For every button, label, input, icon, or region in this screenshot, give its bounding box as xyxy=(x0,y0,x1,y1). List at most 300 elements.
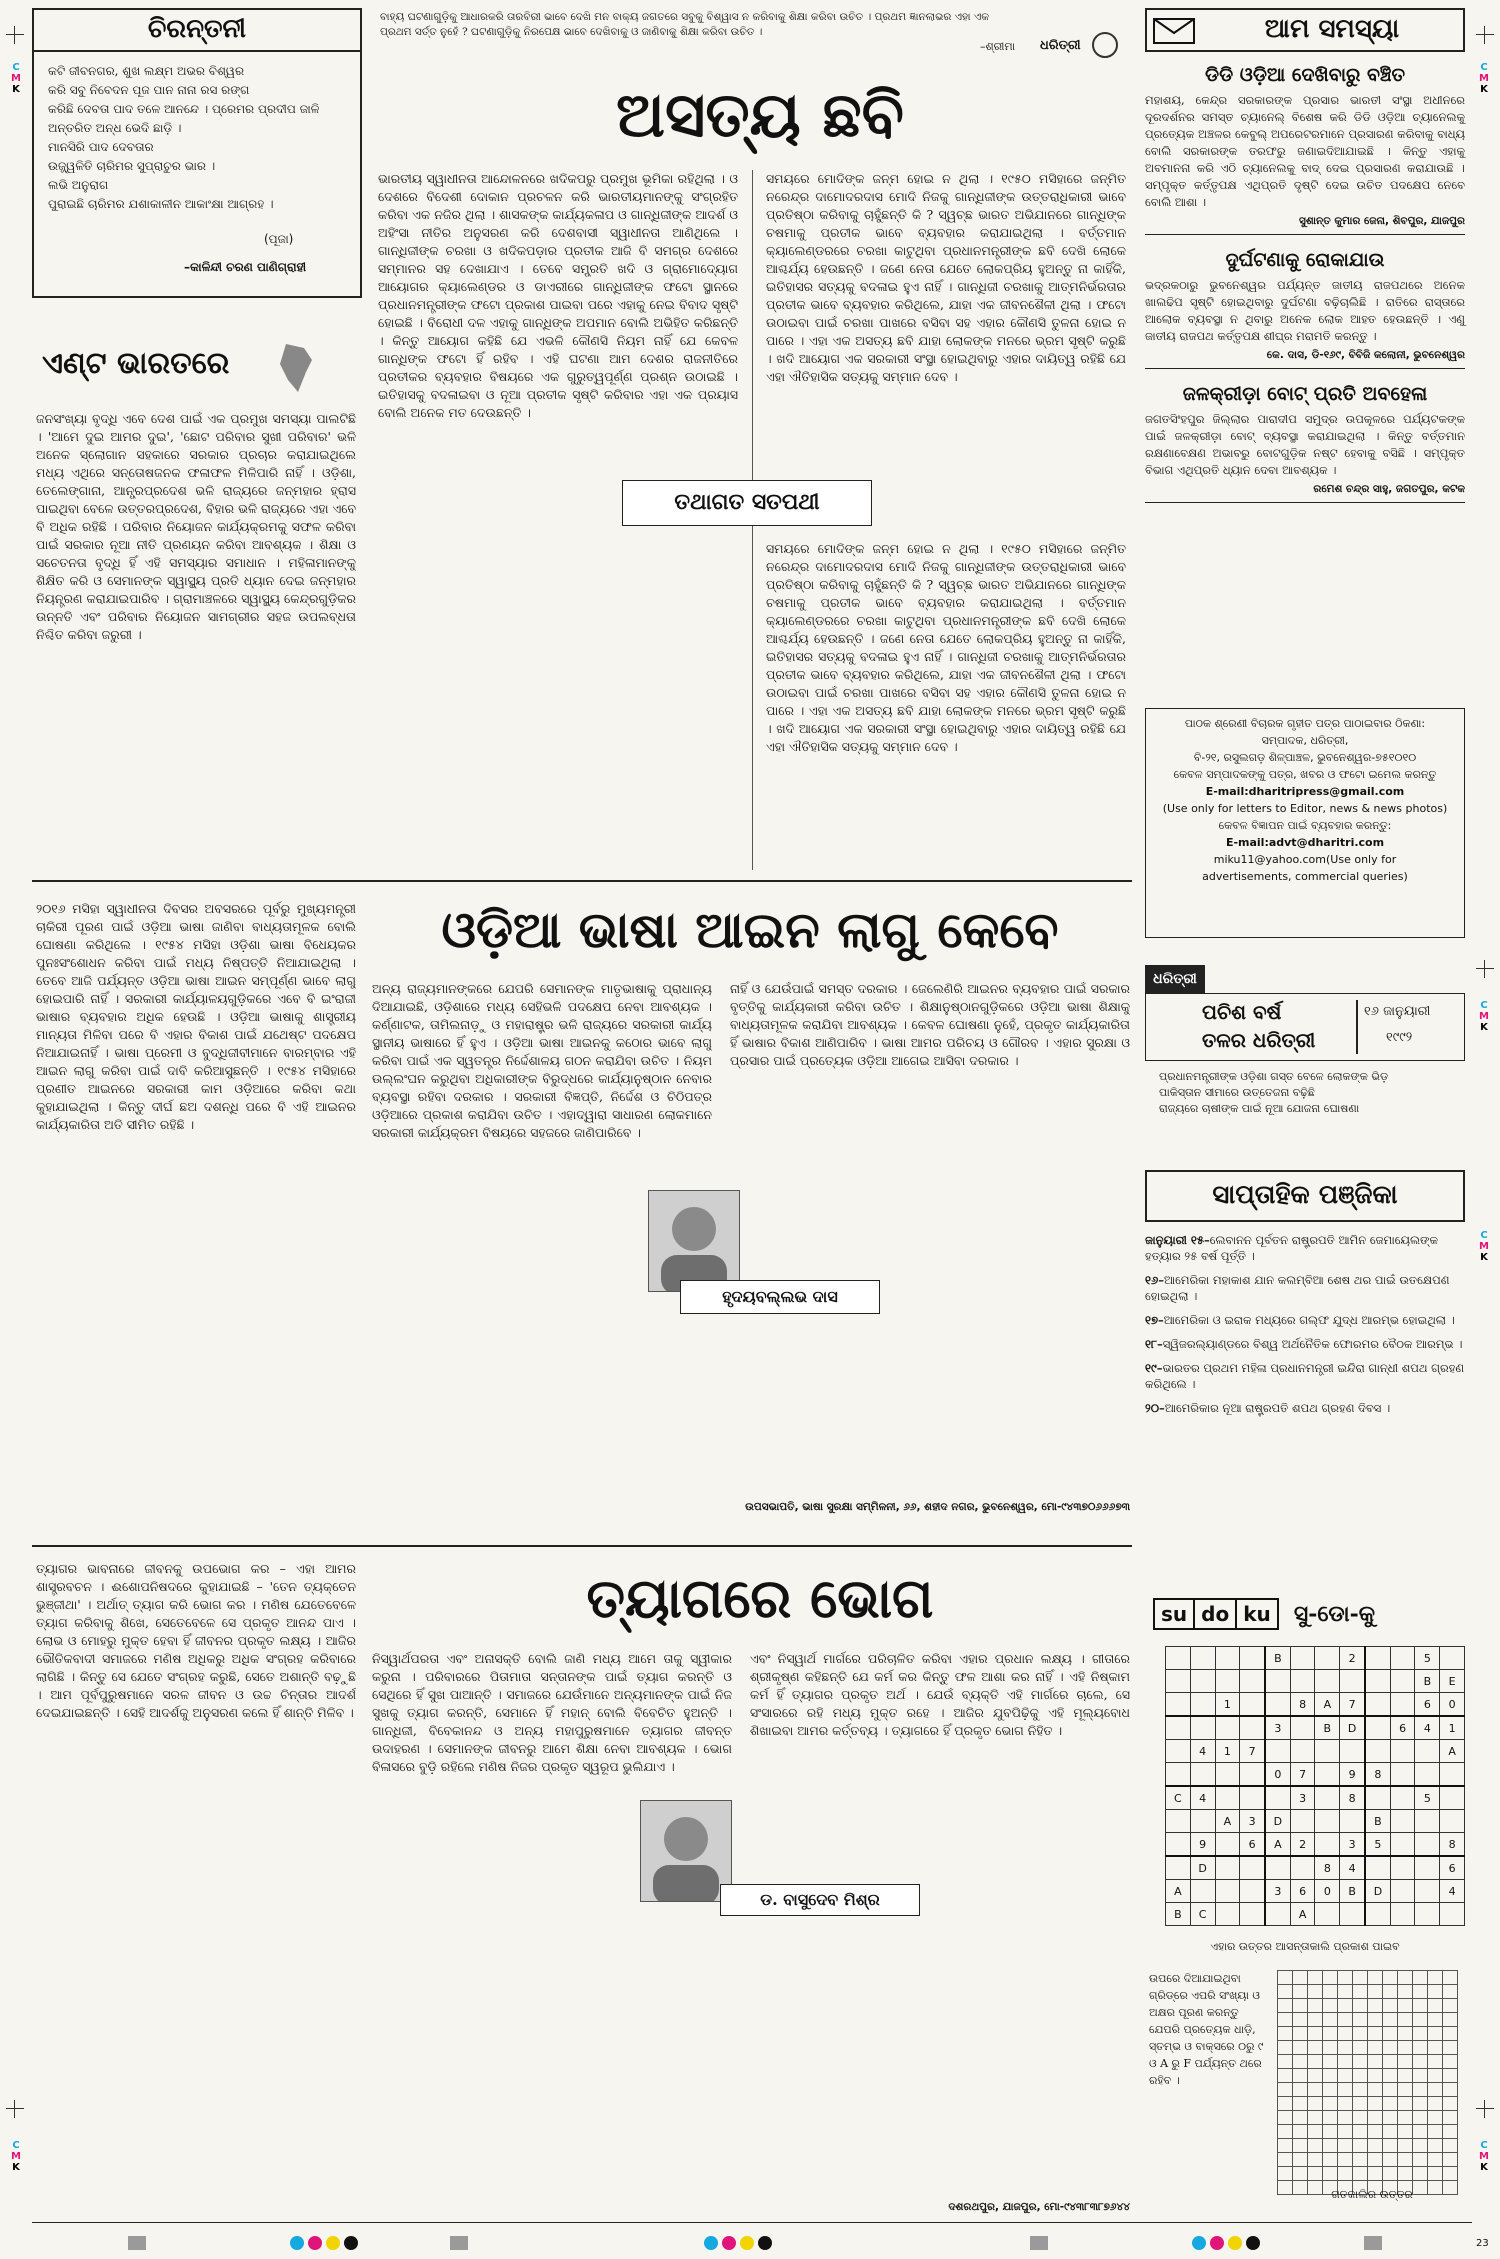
pachisha-date-2: ୧୯୯୨ xyxy=(1386,1030,1413,1045)
saptahika-date: ୨୦– xyxy=(1145,1401,1165,1415)
solution-cell xyxy=(1353,2111,1368,2125)
sudoku-cell[interactable]: 2 xyxy=(1290,1833,1315,1857)
sudoku-cell[interactable] xyxy=(1440,1786,1465,1810)
black-dot xyxy=(758,2236,772,2250)
sudoku-row xyxy=(1166,1880,1465,1903)
sudoku-cell[interactable] xyxy=(1265,1786,1290,1810)
solution-cell xyxy=(1323,2167,1338,2181)
black-dot xyxy=(344,2236,358,2250)
sudoku-cell[interactable] xyxy=(1240,1903,1265,1926)
sudoku-cell[interactable] xyxy=(1415,1880,1440,1903)
solution-cell xyxy=(1368,2097,1383,2111)
saptahika-header xyxy=(1145,1170,1465,1222)
sudoku-cell[interactable] xyxy=(1390,1810,1415,1833)
odia-bhasha-byline: ଉପସଭାପତି, ଭାଷା ସୁରକ୍ଷା ସମ୍ମିଳନୀ, ୬୬, ଶହୀଦ ନଗର, ଭୁବନେଶ୍ୱର, ମୋ-୯୪୩୭୦୬୬୬୭୩ xyxy=(745,1501,1130,1513)
sudoku-cell[interactable] xyxy=(1415,1740,1440,1763)
sudoku-cell[interactable]: A xyxy=(1440,1740,1465,1763)
samasya-sender: କେ. ଦାସ, ଡି-୧୬୯, ବିବିଜି କଲୋନୀ, ଭୁବନେଶ୍ୱର xyxy=(1145,349,1465,369)
solution-cell xyxy=(1368,2027,1383,2041)
sudoku-title-do: do xyxy=(1195,1598,1237,1630)
solution-cell xyxy=(1323,2041,1338,2055)
sudoku-cell[interactable]: 4 xyxy=(1340,1856,1365,1880)
sudoku-cell[interactable]: 5 xyxy=(1365,1833,1390,1857)
sudoku-cell[interactable] xyxy=(1390,1856,1415,1880)
sudoku-solution-grid xyxy=(1277,1970,1458,2195)
sudoku-cell[interactable] xyxy=(1265,1856,1290,1880)
solution-cell xyxy=(1323,1985,1338,1999)
sudoku-cell[interactable] xyxy=(1315,1740,1340,1763)
solution-cell xyxy=(1443,1999,1458,2013)
yellow-dot xyxy=(740,2236,754,2250)
poem-line: କରିଛି ଦେବତା ପାଦ ତଳେ ଆନନ୍ଦେ । ପ୍ରେମର ପ୍ରଦୀପ ଜାଳି xyxy=(48,102,320,116)
sudoku-cell[interactable] xyxy=(1190,1670,1215,1693)
sudoku-cell[interactable] xyxy=(1315,1763,1340,1787)
sudoku-title-ku: ku xyxy=(1237,1598,1279,1630)
sudoku-cell[interactable]: E xyxy=(1440,1670,1465,1693)
sudoku-cell[interactable]: A xyxy=(1166,1880,1191,1903)
solution-cell xyxy=(1338,2055,1353,2069)
section-divider xyxy=(32,880,1132,882)
solution-cell xyxy=(1383,2111,1398,2125)
sudoku-cell[interactable]: 5 xyxy=(1415,1647,1440,1670)
sudoku-cell[interactable]: D xyxy=(1365,1880,1390,1903)
section-divider-2 xyxy=(32,1545,1132,1547)
solution-cell xyxy=(1368,2111,1383,2125)
solution-row xyxy=(1278,2139,1458,2153)
sudoku-cell[interactable]: 6 xyxy=(1240,1833,1265,1857)
sudoku-cell[interactable] xyxy=(1240,1856,1265,1880)
sudoku-cell[interactable] xyxy=(1440,1647,1465,1670)
solution-cell xyxy=(1278,2055,1293,2069)
sudoku-cell[interactable] xyxy=(1215,1856,1240,1880)
sudoku-cell[interactable] xyxy=(1390,1740,1415,1763)
solution-cell xyxy=(1338,2069,1353,2083)
solution-row xyxy=(1278,1985,1458,1999)
solution-cell xyxy=(1293,2111,1308,2125)
sudoku-cell[interactable]: 3 xyxy=(1290,1786,1315,1810)
sudoku-cell[interactable]: 0 xyxy=(1440,1693,1465,1717)
solution-cell xyxy=(1278,2111,1293,2125)
solution-cell xyxy=(1293,1971,1308,1985)
sudoku-cell[interactable] xyxy=(1390,1786,1415,1810)
sudoku-cell[interactable] xyxy=(1190,1810,1215,1833)
solution-cell xyxy=(1353,2013,1368,2027)
solution-cell xyxy=(1383,2153,1398,2167)
sudoku-cell[interactable]: A xyxy=(1215,1810,1240,1833)
sudoku-cell[interactable] xyxy=(1265,1670,1290,1693)
solution-cell xyxy=(1383,2167,1398,2181)
sudoku-cell[interactable] xyxy=(1290,1810,1315,1833)
sudoku-cell[interactable] xyxy=(1390,1763,1415,1787)
solution-cell xyxy=(1278,2097,1293,2111)
solution-cell xyxy=(1443,2027,1458,2041)
sudoku-grid[interactable] xyxy=(1165,1646,1465,1926)
sudoku-cell[interactable]: A xyxy=(1265,1833,1290,1857)
contact-box xyxy=(1145,708,1465,938)
solution-cell xyxy=(1383,1985,1398,1999)
sudoku-cell[interactable] xyxy=(1415,1903,1440,1926)
sudoku-cell[interactable] xyxy=(1166,1856,1191,1880)
sudoku-cell[interactable]: 3 xyxy=(1265,1716,1290,1740)
sudoku-cell[interactable] xyxy=(1240,1647,1265,1670)
saptahika-text: ଆମେରିକା ମହାକାଶ ଯାନ କଲମ୍ବିଆ ଶେଷ ଥର ପାଇଁ ଉତକ୍ଷେପଣ ହୋଇଥିଲା । xyxy=(1145,1273,1450,1303)
sudoku-cell[interactable]: A xyxy=(1315,1693,1340,1717)
sudoku-cell[interactable]: 4 xyxy=(1440,1880,1465,1903)
saptahika-text: ଆମେରିକା ଓ ଇରାକ ମଧ୍ୟରେ ଗଲ୍ଫ ଯୁଦ୍ଧ ଆରମ୍ଭ ହୋଇଥିଲା । xyxy=(1163,1313,1455,1327)
solution-cell xyxy=(1353,1985,1368,1999)
quote-text: ବାହ୍ୟ ଘଟଣାଗୁଡ଼ିକୁ ଆଧାରକରି ତାରବିରୀ ଭାବେ ଦେଖି ମନ ବାକ୍ୟ ଜଗତରେ ସବୁକୁ ବିଶ୍ୱାସ ନ କରିବାକୁ ଶିକ୍ଷା କରିବା ଉଚିତ । ପ୍ରଥମ ଜ୍ଞାନଲାଭର ଏହା ଏକ ପ୍ରଥମ ସର୍ତ୍ତ ନୁହେଁ ? ଘଟଣାଗୁଡ଼ିକୁ ନିରପେକ୍ଷ ଭାବେ ଦେଖିବାକୁ ଓ ଜାଣିବାକୁ ଶିକ୍ଷା କରିବା ଉଚିତ । xyxy=(380,11,990,38)
sudoku-cell[interactable] xyxy=(1390,1693,1415,1717)
sudoku-cell[interactable]: 1 xyxy=(1215,1693,1240,1717)
solution-cell xyxy=(1398,2125,1413,2139)
sudoku-cell[interactable] xyxy=(1190,1880,1215,1903)
solution-cell xyxy=(1428,2111,1443,2125)
sudoku-row xyxy=(1166,1647,1465,1670)
sudoku-cell[interactable] xyxy=(1166,1670,1191,1693)
sudoku-cell[interactable]: B xyxy=(1415,1670,1440,1693)
solution-row xyxy=(1278,2097,1458,2111)
quote-brand: ଧରିତ୍ରୀ xyxy=(1040,38,1081,53)
sudoku-cell[interactable] xyxy=(1415,1833,1440,1857)
sudoku-cell[interactable] xyxy=(1340,1810,1365,1833)
sudoku-cell[interactable] xyxy=(1365,1716,1390,1740)
pachisha-item: ପ୍ରଧାନମନ୍ତ୍ରୀଙ୍କ ଓଡ଼ିଶା ଗସ୍ତ ବେଳେ ଲୋକଙ୍କ ଭିଡ଼ xyxy=(1159,1070,1389,1083)
sudoku-cell[interactable]: D xyxy=(1190,1856,1215,1880)
solution-cell xyxy=(1383,1999,1398,2013)
solution-row xyxy=(1278,2013,1458,2027)
sudoku-cell[interactable]: 8 xyxy=(1440,1833,1465,1857)
sudoku-cell[interactable]: B xyxy=(1315,1716,1340,1740)
sudoku-solution-label: ଗତକାଲିର ଉତ୍ତର xyxy=(1331,2188,1413,2201)
sudoku-cell[interactable] xyxy=(1415,1810,1440,1833)
solution-cell xyxy=(1383,2125,1398,2139)
sudoku-cell[interactable] xyxy=(1240,1693,1265,1717)
solution-cell xyxy=(1398,1999,1413,2013)
tyaga-headline: ତ୍ୟାଗରେ ଭୋଗ xyxy=(586,1566,934,1630)
sudoku-cell[interactable] xyxy=(1215,1786,1240,1810)
sudoku-cell[interactable] xyxy=(1265,1740,1290,1763)
solution-cell xyxy=(1443,2097,1458,2111)
black-dot xyxy=(1246,2236,1260,2250)
contact-email1-note: (Use only for letters to Editor, news & news photos) xyxy=(1162,802,1448,815)
sudoku-cell[interactable]: A xyxy=(1290,1903,1315,1926)
sudoku-cell[interactable]: 1 xyxy=(1215,1740,1240,1763)
sudoku-cell[interactable]: B xyxy=(1265,1647,1290,1670)
solution-cell xyxy=(1278,2069,1293,2083)
sudoku-cell[interactable] xyxy=(1340,1670,1365,1693)
solution-row xyxy=(1278,1999,1458,2013)
solution-cell xyxy=(1323,1971,1338,1985)
sudoku-cell[interactable]: 6 xyxy=(1290,1880,1315,1903)
sudoku-cell[interactable] xyxy=(1215,1670,1240,1693)
sudoku-cell[interactable] xyxy=(1315,1833,1340,1857)
sudoku-cell[interactable]: B xyxy=(1340,1880,1365,1903)
sudoku-cell[interactable] xyxy=(1290,1740,1315,1763)
solution-cell xyxy=(1308,2041,1323,2055)
solution-cell xyxy=(1398,2167,1413,2181)
sudoku-cell[interactable]: 2 xyxy=(1340,1647,1365,1670)
sudoku-cell[interactable] xyxy=(1215,1880,1240,1903)
solution-cell xyxy=(1293,2069,1308,2083)
solution-cell xyxy=(1338,2167,1353,2181)
sudoku-cell[interactable] xyxy=(1315,1903,1340,1926)
sudoku-cell[interactable]: 8 xyxy=(1340,1786,1365,1810)
tyaga-byline: ଦଶରଥପୁର, ଯାଜପୁର, ମୋ-୯୪୩୮୩୮୭୬୪୪ xyxy=(948,2201,1130,2213)
sudoku-cell[interactable]: 6 xyxy=(1415,1693,1440,1717)
pachisha-date-1: ୧୬ ଜାନୁୟାରୀ xyxy=(1364,1004,1431,1019)
sudoku-cell[interactable] xyxy=(1440,1903,1465,1926)
solution-cell xyxy=(1443,2055,1458,2069)
solution-cell xyxy=(1293,2153,1308,2167)
saptahika-date: ୧୬– xyxy=(1145,1273,1164,1287)
solution-cell xyxy=(1278,1971,1293,1985)
solution-cell xyxy=(1308,2111,1323,2125)
sudoku-cell[interactable]: 8 xyxy=(1365,1763,1390,1787)
sudoku-cell[interactable] xyxy=(1190,1716,1215,1740)
sudoku-cell[interactable] xyxy=(1215,1903,1240,1926)
sudoku-cell[interactable]: 4 xyxy=(1415,1716,1440,1740)
chirantani-poem xyxy=(48,62,348,214)
sudoku-cell[interactable] xyxy=(1365,1647,1390,1670)
sudoku-cell[interactable] xyxy=(1315,1786,1340,1810)
odia-bhasha-author: ହୃଦୟବଲ୍ଲଭ ଦାସ xyxy=(722,1287,838,1306)
bharatadarshana-text: ଜନସଂଖ୍ୟା ବୃଦ୍ଧି ଏବେ ଦେଶ ପାଇଁ ଏକ ପ୍ରମୁଖ ସମସ୍ୟା ପାଲଟିଛି । 'ଆମେ ଦୁଇ ଆମର ଦୁଇ', 'ଛୋଟ ପରିବାର ସୁଖୀ ପରିବାର' ଭଳି ଅନେକ ସ୍ଲୋଗାନ ସହକାରେ ସରକାର ପ୍ରଚାର କରାଯାଇଥିଲେ ମଧ୍ୟ ଏଥିରେ ସନ୍ତୋଷଜନକ ଫଳାଫଳ ମିଳିପାରି ନାହିଁ । ଓଡ଼ିଶା, ତେଲେଙ୍ଗାନା, ଆନ୍ଧ୍ରପ୍ରଦେଶ ଭଳି ରାଜ୍ୟରେ ଜନ୍ମହାର ହ୍ରାସ ପାଇଥିବା ବେଳେ ଉତ୍ତରପ୍ରଦେଶ, ବିହାର ଭଳି ରାଜ୍ୟରେ ଏହା ଏବେ ବି ଅଧିକ ରହିଛି । ପରିବାର ନିୟୋଜନ କାର୍ଯ୍ୟକ୍ରମକୁ ସଫଳ କରିବା ପାଇଁ ସରକାର ନୂଆ ନୀତି ପ୍ରଣୟନ କରିବା ଆବଶ୍ୟକ । ଶିକ୍ଷା ଓ ସଚେତନତା ବୃଦ୍ଧି ହିଁ ଏହି ସମସ୍ୟାର ସମାଧାନ । ମହିଳାମାନଙ୍କୁ ଶିକ୍ଷିତ କରି ଓ ସେମାନଙ୍କ ସ୍ୱାସ୍ଥ୍ୟ ପ୍ରତି ଧ୍ୟାନ ଦେଇ ଜନ୍ମହାର ନିୟନ୍ତ୍ରଣ କରାଯାଇପାରିବ । ଗ୍ରାମାଞ୍ଚଳରେ ସ୍ୱାସ୍ଥ୍ୟ କେନ୍ଦ୍ରଗୁଡ଼ିକର ଉନ୍ନତି ଏବଂ ପରିବାର ନିୟୋଜନ ସାମଗ୍ରୀର ସହଜ ଉପଲବ୍ଧତା ନିଶ୍ଚିତ କରିବା ଜରୁରୀ । xyxy=(36,411,356,642)
sudoku-cell[interactable] xyxy=(1390,1880,1415,1903)
contact-email3[interactable]: miku11@yahoo.com(Use only for xyxy=(1213,853,1397,866)
sudoku-cell[interactable]: 0 xyxy=(1265,1763,1290,1787)
cmk-mark-right-mid2: C M K xyxy=(1479,1230,1489,1263)
sudoku-row xyxy=(1166,1810,1465,1833)
contact-line5: କେବଳ ବିଜ୍ଞାପନ ପାଇଁ ବ୍ୟବହାର କରନ୍ତୁ: xyxy=(1218,819,1392,832)
sudoku-cell[interactable] xyxy=(1265,1693,1290,1717)
solution-cell xyxy=(1428,2167,1443,2181)
solution-cell xyxy=(1398,2027,1413,2041)
pachisha-title-2: ତଳର ଧରିତ୍ରୀ xyxy=(1202,1028,1316,1052)
solution-row xyxy=(1278,2083,1458,2097)
pachisha-item: ପାକିସ୍ତାନ ସୀମାରେ ଉତ୍ତେଜନା ବଢ଼ିଛି xyxy=(1159,1086,1315,1099)
sudoku-cell[interactable]: 4 xyxy=(1190,1740,1215,1763)
sudoku-cell[interactable]: 4 xyxy=(1190,1786,1215,1810)
sudoku-cell[interactable]: 6 xyxy=(1440,1856,1465,1880)
samasya-item xyxy=(1145,249,1465,369)
sudoku-cell[interactable] xyxy=(1240,1716,1265,1740)
sudoku-cell[interactable] xyxy=(1315,1670,1340,1693)
solution-cell xyxy=(1308,2069,1323,2083)
contact-email3-note: advertisements, commercial queries) xyxy=(1202,870,1408,883)
cmk-mark-left-top: C M K xyxy=(11,62,21,95)
ama-samasya-header xyxy=(1145,8,1465,52)
sudoku-cell[interactable] xyxy=(1315,1647,1340,1670)
solution-cell xyxy=(1398,2041,1413,2055)
sudoku-cell[interactable] xyxy=(1240,1880,1265,1903)
sudoku-cell[interactable] xyxy=(1440,1810,1465,1833)
solution-cell xyxy=(1323,2069,1338,2083)
solution-cell xyxy=(1308,2139,1323,2153)
solution-cell xyxy=(1338,2153,1353,2167)
solution-cell xyxy=(1293,2167,1308,2181)
sudoku-cell[interactable]: 1 xyxy=(1440,1716,1465,1740)
sudoku-cell[interactable] xyxy=(1365,1903,1390,1926)
solution-cell xyxy=(1338,1971,1353,1985)
sudoku-cell[interactable] xyxy=(1340,1740,1365,1763)
solution-cell xyxy=(1413,1971,1428,1985)
sudoku-cell[interactable] xyxy=(1166,1763,1191,1787)
samasya-sender: ରମେଶ ଚନ୍ଦ୍ର ସାହୁ, ଜଗତପୁର, କଟକ xyxy=(1145,483,1465,503)
sudoku-cell[interactable]: B xyxy=(1365,1810,1390,1833)
sudoku-cell[interactable] xyxy=(1340,1903,1365,1926)
sudoku-cell[interactable]: 9 xyxy=(1340,1763,1365,1787)
sudoku-cell[interactable]: 7 xyxy=(1240,1740,1265,1763)
solution-cell xyxy=(1353,2083,1368,2097)
sudoku-cell[interactable]: C xyxy=(1166,1786,1191,1810)
solution-cell xyxy=(1443,2153,1458,2167)
sudoku-cell[interactable]: 5 xyxy=(1415,1786,1440,1810)
cyan-dot xyxy=(704,2236,718,2250)
saptahika-item xyxy=(1145,1272,1465,1304)
solution-cell xyxy=(1368,2167,1383,2181)
sudoku-cell[interactable] xyxy=(1290,1647,1315,1670)
solution-cell xyxy=(1413,2167,1428,2181)
sudoku-cell[interactable] xyxy=(1240,1763,1265,1787)
sudoku-cell[interactable] xyxy=(1415,1763,1440,1787)
saptahika-text: ସ୍ୱିଜରଲ୍ୟାଣ୍ଡରେ ବିଶ୍ୱ ଅର୍ଥନୈତିକ ଫୋରମର ବୈଠକ ଆରମ୍ଭ । xyxy=(1162,1337,1463,1351)
solution-cell xyxy=(1443,2125,1458,2139)
sudoku-cell[interactable] xyxy=(1415,1856,1440,1880)
sudoku-cell[interactable]: 8 xyxy=(1315,1856,1340,1880)
sudoku-cell[interactable]: 9 xyxy=(1190,1833,1215,1857)
sudoku-cell[interactable] xyxy=(1190,1647,1215,1670)
sudoku-cell[interactable]: B xyxy=(1166,1903,1191,1926)
saptahika-text: ଭାରତର ପ୍ରଥମ ମହିଳା ପ୍ରଧାନମନ୍ତ୍ରୀ ଇନ୍ଦିରା ଗାନ୍ଧୀ ଶପଥ ଗ୍ରହଣ କରିଥିଲେ । xyxy=(1145,1361,1465,1391)
sudoku-cell[interactable] xyxy=(1365,1786,1390,1810)
sudoku-cell[interactable] xyxy=(1315,1810,1340,1833)
sudoku-cell[interactable]: 7 xyxy=(1290,1763,1315,1787)
solution-cell xyxy=(1443,2111,1458,2125)
contact-email2[interactable]: E-mail:advt@dharitri.com xyxy=(1225,836,1385,849)
sudoku-cell[interactable] xyxy=(1190,1693,1215,1717)
sudoku-cell[interactable] xyxy=(1215,1716,1240,1740)
sudoku-cell[interactable] xyxy=(1290,1716,1315,1740)
solution-cell xyxy=(1368,2069,1383,2083)
sudoku-cell[interactable] xyxy=(1390,1647,1415,1670)
sudoku-cell[interactable]: D xyxy=(1265,1810,1290,1833)
samasya-sender: ସୁଶାନ୍ତ କୁମାର ଜେନା, ଶିବପୁର, ଯାଜପୁର xyxy=(1145,215,1465,235)
tyaga-col1: ତ୍ୟାଗର ଭାବନାରେ ଜୀବନକୁ ଉପଭୋଗ କର – ଏହା ଆମର ଶାସ୍ତ୍ରବଚନ । ଈଶୋପନିଷଦରେ କୁହାଯାଇଛି – 'ତେନ ତ୍ୟକ୍ତେନ ଭୁଞ୍ଜୀଥା' । ଅର୍ଥାତ୍ ତ୍ୟାଗ କରି ଭୋଗ କର । ମଣିଷ ଯେତେବେଳେ ତ୍ୟାଗ କରିବାକୁ ଶିଖେ, ସେତେବେଳେ ସେ ପ୍ରକୃତ ଆନନ୍ଦ ପାଏ । ଲୋଭ ଓ ମୋହରୁ ମୁକ୍ତ ହେବା ହିଁ ଜୀବନର ପ୍ରକୃତ ଲକ୍ଷ୍ୟ । ଆଜିର ଭୌତିକବାଦୀ ସମାଜରେ ମଣିଷ ଅଧିକରୁ ଅଧିକ ସଂଗ୍ରହ କରିବାରେ ଲାଗିଛି । କିନ୍ତୁ ସେ ଯେତେ ସଂଗ୍ରହ କରୁଛି, ସେତେ ଅଶାନ୍ତି ବଢ଼ୁଛି । ଆମ ପୂର୍ବପୁରୁଷମାନେ ସରଳ ଜୀବନ ଓ ଉଚ୍ଚ ଚିନ୍ତାର ଆଦର୍ଶ ଦେଇଯାଇଛନ୍ତି । ସେହି ଆଦର୍ଶକୁ ଅନୁସରଣ କଲେ ହିଁ ଶାନ୍ତି ମିଳିବ । xyxy=(36,1561,356,1720)
sudoku-cell[interactable]: 3 xyxy=(1240,1810,1265,1833)
sudoku-cell[interactable] xyxy=(1240,1786,1265,1810)
sudoku-cell[interactable] xyxy=(1166,1647,1191,1670)
sudoku-cell[interactable]: D xyxy=(1340,1716,1365,1740)
sudoku-cell[interactable]: C xyxy=(1190,1903,1215,1926)
sudoku-row xyxy=(1166,1716,1465,1740)
solution-cell xyxy=(1338,2041,1353,2055)
solution-cell xyxy=(1293,2041,1308,2055)
sudoku-cell[interactable] xyxy=(1390,1670,1415,1693)
solution-cell xyxy=(1338,2111,1353,2125)
solution-cell xyxy=(1323,2055,1338,2069)
sudoku-cell[interactable]: 3 xyxy=(1340,1833,1365,1857)
sudoku-cell[interactable] xyxy=(1190,1763,1215,1787)
solution-cell xyxy=(1428,2027,1443,2041)
solution-row xyxy=(1278,1971,1458,1985)
sudoku-cell[interactable] xyxy=(1215,1763,1240,1787)
sudoku-cell[interactable] xyxy=(1365,1670,1390,1693)
solution-cell xyxy=(1278,2167,1293,2181)
solution-cell xyxy=(1323,2013,1338,2027)
author-photo xyxy=(648,1190,740,1292)
sudoku-cell[interactable] xyxy=(1290,1856,1315,1880)
samasya-heading: ଦୁର୍ଘଟଣାକୁ ରୋକାଯାଉ xyxy=(1225,249,1385,271)
sudoku-cell[interactable] xyxy=(1265,1903,1290,1926)
sudoku-cell[interactable] xyxy=(1290,1670,1315,1693)
sudoku-cell[interactable]: 6 xyxy=(1390,1716,1415,1740)
pachisha-title-1: ପଚିଶ ବର୍ଷ xyxy=(1202,1000,1282,1024)
magenta-dot xyxy=(1210,2236,1224,2250)
sudoku-cell[interactable] xyxy=(1365,1693,1390,1717)
sudoku-cell[interactable] xyxy=(1440,1763,1465,1787)
saptahika-item xyxy=(1145,1312,1465,1328)
sudoku-cell[interactable] xyxy=(1166,1833,1191,1857)
editorial-headline: ଅସତ୍ୟ ଛବି xyxy=(616,78,904,151)
sudoku-cell[interactable] xyxy=(1390,1903,1415,1926)
solution-cell xyxy=(1413,2111,1428,2125)
sudoku-cell[interactable] xyxy=(1240,1670,1265,1693)
solution-cell xyxy=(1353,1971,1368,1985)
sudoku-cell[interactable] xyxy=(1365,1740,1390,1763)
sudoku-cell[interactable] xyxy=(1166,1693,1191,1717)
solution-cell xyxy=(1368,2041,1383,2055)
saptahika-date: ୧୮– xyxy=(1145,1337,1163,1351)
tyaga-col2: ନିସ୍ୱାର୍ଥପରତା ଏବଂ ଅନାସକ୍ତି ବୋଲି ଜାଣି ମଧ୍ୟ ଆମେ ତାକୁ ସ୍ୱୀକାର କରୁନା । ପରିବାରରେ ପିତାମାତା ସନ୍ତାନଙ୍କ ପାଇଁ ତ୍ୟାଗ କରନ୍ତି ଓ ସେଥିରେ ହିଁ ସୁଖ ପାଆନ୍ତି । ସମାଜରେ ଯେଉଁମାନେ ଅନ୍ୟମାନଙ୍କ ପାଇଁ ନିଜ ସୁଖକୁ ତ୍ୟାଗ କରନ୍ତି, ସେମାନେ ହିଁ ମହାନ୍ ବୋଲି ବିବେଚିତ ହୁଅନ୍ତି । ଗାନ୍ଧିଜୀ, ବିବେକାନନ୍ଦ ଓ ଅନ୍ୟ ମହାପୁରୁଷମାନେ ତ୍ୟାଗର ଜୀବନ୍ତ ଉଦାହରଣ । ସେମାନଙ୍କ ଜୀବନରୁ ଆମେ ଶିକ୍ଷା ନେବା ଆବଶ୍ୟକ । ଭୋଗ ବିଳାସରେ ବୁଡ଼ି ରହିଲେ ମଣିଷ ନିଜର ପ୍ରକୃତ ସ୍ୱରୂପ ଭୁଲିଯାଏ । xyxy=(372,1651,732,1774)
sudoku-cell[interactable]: 0 xyxy=(1315,1880,1340,1903)
sudoku-row xyxy=(1166,1833,1465,1857)
sudoku-cell[interactable]: 8 xyxy=(1290,1693,1315,1717)
pachisha-section xyxy=(1145,965,1465,1135)
pachisha-title-box xyxy=(1145,993,1465,1061)
samasya-heading: ଡିଡି ଓଡ଼ିଆ ଦେଖିବାରୁ ବଞ୍ଚିତ xyxy=(1204,64,1406,86)
solution-row xyxy=(1278,2041,1458,2055)
sudoku-cell[interactable] xyxy=(1390,1833,1415,1857)
sudoku-cell[interactable] xyxy=(1166,1740,1191,1763)
solution-cell xyxy=(1413,1985,1428,1999)
solution-cell xyxy=(1308,2027,1323,2041)
sudoku-cell[interactable] xyxy=(1365,1856,1390,1880)
sudoku-cell[interactable]: 7 xyxy=(1340,1693,1365,1717)
solution-cell xyxy=(1293,2055,1308,2069)
solution-cell xyxy=(1368,2013,1383,2027)
sudoku-cell[interactable]: 3 xyxy=(1265,1880,1290,1903)
sudoku-cell[interactable] xyxy=(1166,1716,1191,1740)
poem-line: ଅନ୍ତରିତ ଅନ୍ଧ ଭେଦି ଛାଡ଼ି । xyxy=(48,121,182,135)
solution-cell xyxy=(1278,2083,1293,2097)
envelope-icon xyxy=(1153,18,1195,44)
solution-cell xyxy=(1323,2153,1338,2167)
solution-cell xyxy=(1293,2083,1308,2097)
contact-email1[interactable]: E-mail:dharitripress@gmail.com xyxy=(1205,785,1405,798)
solution-cell xyxy=(1368,1985,1383,1999)
contact-info xyxy=(1146,715,1464,885)
solution-cell xyxy=(1398,2083,1413,2097)
odia-bhasha-col1: ୨୦୧୬ ମସିହା ସ୍ୱାଧୀନତା ଦିବସର ଅବସରରେ ପୂର୍ବରୁ ମୁଖ୍ୟମନ୍ତ୍ରୀ ଚାକିରୀ ପୂରଣ ପାଇଁ ଓଡ଼ିଆ ଭାଷା ଜାଣିବା ବାଧ୍ୟତାମୂଳକ ବୋଲି ଘୋଷଣା କରିଥିଲେ । ୧୯୫୪ ମସିହା ଓଡ଼ିଶା ଭାଷା ବିଧେୟକର ପୁନଃସଂଶୋଧନ କରିବା ପାଇଁ ମଧ୍ୟ ନିଷ୍ପତ୍ତି ନିଆଯାଇଥିଲା । ତେବେ ଆଜି ପର୍ଯ୍ୟନ୍ତ ଓଡ଼ିଆ ଭାଷା ଆଇନ ସମ୍ପୂର୍ଣ୍ଣ ଭାବେ ଲାଗୁ ହୋଇପାରି ନାହିଁ । ସରକାରୀ କାର୍ଯ୍ୟାଳୟଗୁଡ଼ିକରେ ଏବେ ବି ଇଂରାଜୀ ଭାଷାର ବ୍ୟବହାର ଅଧିକ ହେଉଛି । ଓଡ଼ିଆ ଭାଷାକୁ ଶାସ୍ତ୍ରୀୟ ମାନ୍ୟତା ମିଳିବା ପରେ ବି ଏହାର ବିକାଶ ପାଇଁ ଯଥେଷ୍ଟ ପଦକ୍ଷେପ ନିଆଯାଇନାହିଁ । ଭାଷା ପ୍ରେମୀ ଓ ବୁଦ୍ଧିଜୀବୀମାନେ ବାରମ୍ବାର ଏହି ଆଇନ ଲାଗୁ କରିବା ପାଇଁ ଦାବି କରିଆସୁଛନ୍ତି । ୧୯୫୪ ମସିହାରେ ପ୍ରଣୀତ ଆଇନରେ ସରକାରୀ କାମ ଓଡ଼ିଆରେ କରିବା କଥା କୁହାଯାଇଥିଲା । କିନ୍ତୁ ଦୀର୍ଘ ଛଅ ଦଶନ୍ଧି ପରେ ବି ଏହି ଆଇନର କାର୍ଯ୍ୟକାରିତା ଅତି ସୀମିତ ରହିଛି । xyxy=(36,901,356,1132)
solution-cell xyxy=(1413,2013,1428,2027)
sudoku-cell[interactable] xyxy=(1215,1833,1240,1857)
sudoku-cell[interactable] xyxy=(1215,1647,1240,1670)
sudoku-cell[interactable] xyxy=(1166,1810,1191,1833)
solution-cell xyxy=(1353,2097,1368,2111)
solution-cell xyxy=(1368,2083,1383,2097)
solution-cell xyxy=(1443,2167,1458,2181)
solution-cell xyxy=(1353,2055,1368,2069)
